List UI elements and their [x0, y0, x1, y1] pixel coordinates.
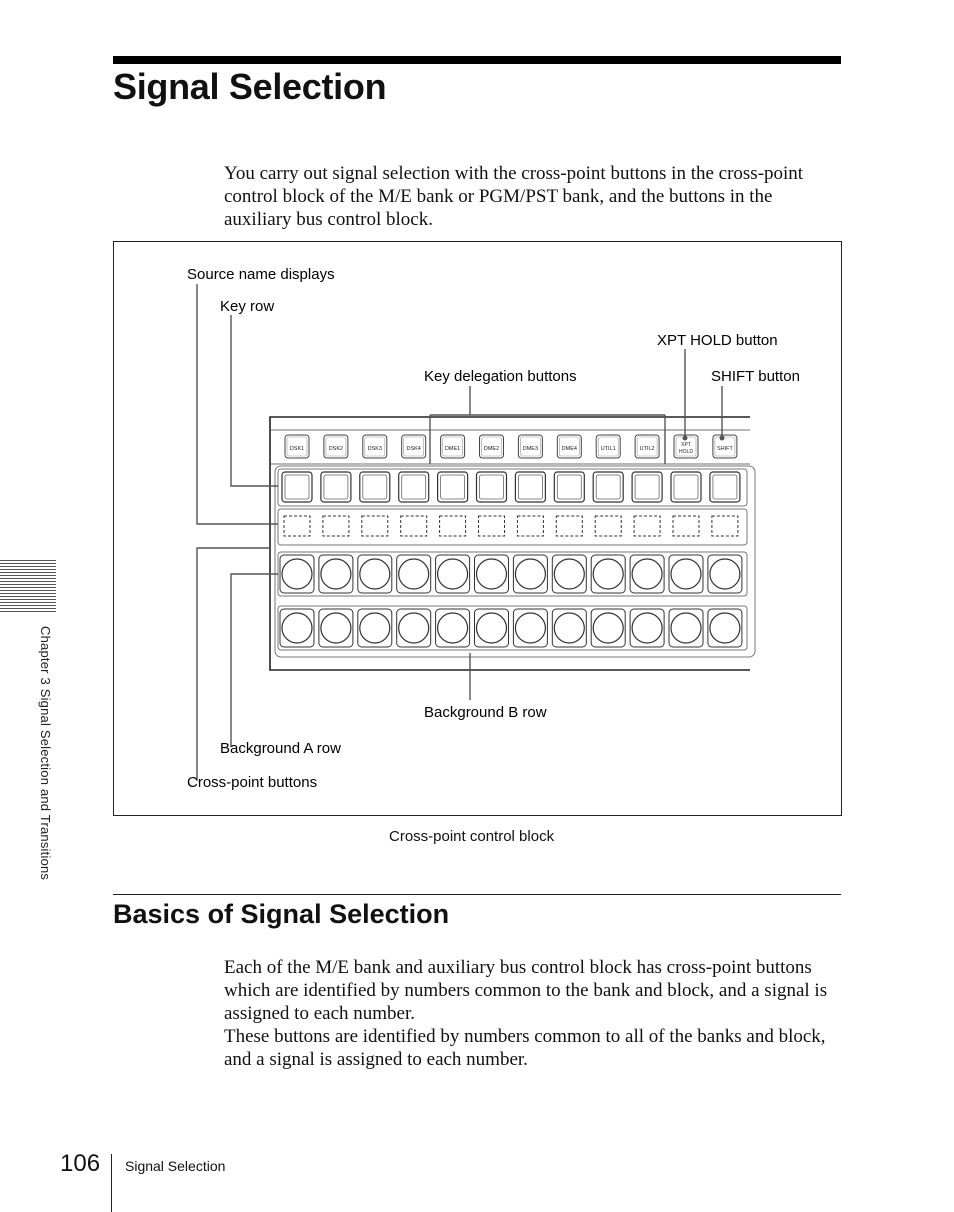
bg-a-button[interactable]: [477, 559, 507, 589]
delegation-button-label: DSK1: [289, 446, 305, 452]
bg-a-button[interactable]: [360, 559, 390, 589]
shift-label: SHIFT: [716, 446, 733, 452]
label-background-a-row: Background A row: [220, 740, 341, 757]
delegation-button-label: UTIL1: [600, 446, 616, 452]
label-background-b-row: Background B row: [424, 704, 547, 721]
label-cross-point-buttons: Cross-point buttons: [187, 774, 318, 791]
delegation-button-label: DME3: [522, 446, 539, 452]
key-row-button[interactable]: [515, 472, 545, 502]
key-row-button[interactable]: [710, 472, 740, 502]
bg-b-button[interactable]: [477, 613, 507, 643]
delegation-button-label: DME4: [561, 446, 577, 452]
xpt-hold-dot: [683, 436, 688, 441]
label-shift-button: SHIFT button: [711, 368, 800, 385]
bg-a-button[interactable]: [632, 559, 662, 589]
bg-a-button[interactable]: [593, 559, 623, 589]
label-xpt-hold-button: XPT HOLD button: [657, 332, 778, 349]
chapter-side-label: Chapter 3 Signal Selection and Transitions: [38, 626, 53, 881]
section-paragraph-2: These buttons are identified by numbers common to all of the banks and block, and a signal is assigned to each number.: [224, 1026, 826, 1070]
bg-a-button[interactable]: [515, 559, 545, 589]
source-name-display: [595, 516, 621, 536]
top-rule: [113, 56, 841, 64]
label-source-name-displays: Source name displays: [187, 266, 335, 283]
source-name-display: [556, 516, 582, 536]
label-key-delegation-buttons: Key delegation buttons: [424, 368, 577, 385]
bg-a-button[interactable]: [321, 559, 351, 589]
source-name-display: [440, 516, 466, 536]
bg-b-button[interactable]: [671, 613, 701, 643]
bg-b-button[interactable]: [710, 613, 740, 643]
delegation-button-label: UTIL2: [639, 446, 655, 452]
source-name-display: [712, 516, 738, 536]
section-body: [224, 956, 844, 1071]
bg-a-button[interactable]: [710, 559, 740, 589]
leader-source-name-displays: [197, 284, 278, 524]
cross-point-diagram: [114, 242, 841, 815]
source-name-display: [673, 516, 699, 536]
leader-key-row: [231, 315, 278, 486]
shift-dot: [720, 436, 725, 441]
source-name-display: [634, 516, 660, 536]
source-display-frame: [278, 509, 747, 545]
figure-frame: [113, 241, 842, 816]
page-number: 106: [60, 1150, 101, 1177]
delegation-button-label: DSK4: [406, 446, 421, 452]
key-row-button[interactable]: [554, 472, 584, 502]
delegation-button-label: DSK2: [328, 446, 344, 452]
key-row-button[interactable]: [593, 472, 623, 502]
key-row-button[interactable]: [282, 472, 312, 502]
section-rule: [113, 894, 841, 895]
delegation-button-label: DME1: [444, 446, 461, 452]
chapter-tab-marker: [0, 560, 56, 614]
bg-b-button[interactable]: [399, 613, 429, 643]
footer-rule: [111, 1154, 112, 1212]
bg-b-button[interactable]: [554, 613, 584, 643]
key-row-button[interactable]: [438, 472, 468, 502]
bg-b-button[interactable]: [321, 613, 351, 643]
key-row-button[interactable]: [632, 472, 662, 502]
source-name-display: [479, 516, 505, 536]
figure-caption-text: Cross-point control block: [389, 828, 555, 845]
intro-text: You carry out signal selection with the cross-point buttons in the cross-point control block of the M/E bank or PGM/PST bank, and the buttons in the auxiliary bus control block.: [224, 163, 804, 230]
delegation-button-label: DME2: [483, 446, 500, 452]
source-name-display: [401, 516, 427, 536]
xpt-hold-label: HOLD: [679, 449, 693, 455]
xpt-hold-label: XPT: [681, 442, 691, 448]
source-name-display: [323, 516, 349, 536]
bg-b-button[interactable]: [360, 613, 390, 643]
bg-a-button[interactable]: [282, 559, 312, 589]
bg-b-button[interactable]: [282, 613, 312, 643]
bg-a-button[interactable]: [671, 559, 701, 589]
key-row-button[interactable]: [671, 472, 701, 502]
page-title: Signal Selection: [113, 66, 387, 107]
intro-paragraph: [224, 162, 844, 231]
key-row-button[interactable]: [321, 472, 351, 502]
bg-b-button[interactable]: [632, 613, 662, 643]
source-name-display: [284, 516, 310, 536]
key-row-button[interactable]: [477, 472, 507, 502]
bg-b-button[interactable]: [438, 613, 468, 643]
section-paragraph-1: Each of the M/E bank and auxiliary bus control block has cross-point buttons which are identified by numbers common to the bank and block, and a signal is assigned to each number.: [224, 957, 828, 1024]
source-name-display: [517, 516, 543, 536]
bg-a-button[interactable]: [554, 559, 584, 589]
key-row-button[interactable]: [360, 472, 390, 502]
source-name-display: [362, 516, 388, 536]
bg-b-button[interactable]: [515, 613, 545, 643]
footer-section-title: Signal Selection: [125, 1158, 226, 1174]
bg-b-button[interactable]: [593, 613, 623, 643]
key-row-button[interactable]: [399, 472, 429, 502]
delegation-bracket: [430, 415, 665, 464]
bg-a-button[interactable]: [438, 559, 468, 589]
delegation-button-label: DSK3: [367, 446, 382, 452]
leader-background-a-row: [231, 574, 278, 747]
bg-a-button[interactable]: [399, 559, 429, 589]
section-title: Basics of Signal Selection: [113, 899, 450, 929]
label-key-row: Key row: [220, 298, 275, 315]
